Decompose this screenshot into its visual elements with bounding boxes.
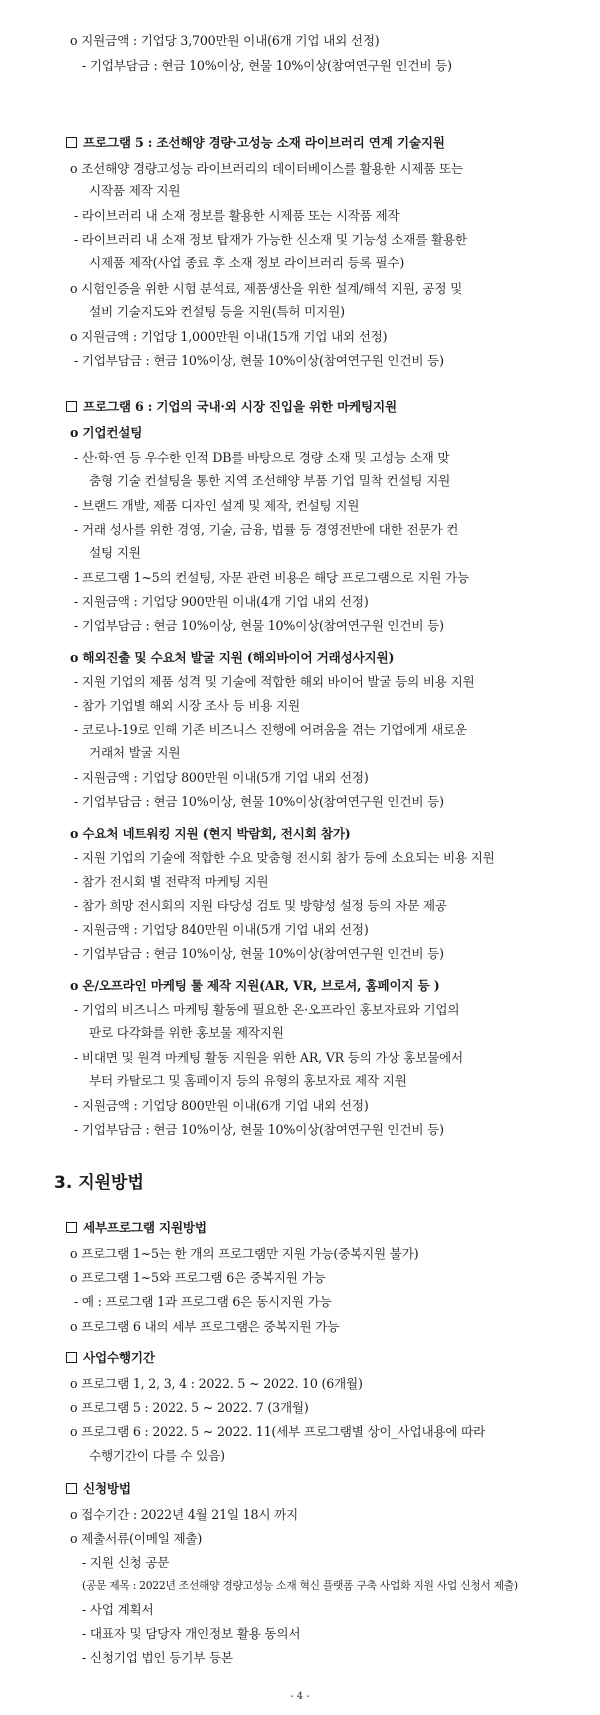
consulting-heading: o 기업컨설팅 xyxy=(70,425,143,440)
overseas-line: - 지원금액 : 기업당 800만원 이내(5개 기업 내외 선정) xyxy=(74,770,369,785)
overseas-line: - 기업부담금 : 현금 10%이상, 현물 10%이상(참여연구원 인건비 등) xyxy=(74,794,444,809)
program5-line: o 조선해양 경량고성능 라이브러리의 데이터베이스를 활용한 시제품 또는 xyxy=(70,161,463,176)
apply-line: o 접수기간 : 2022년 4월 21일 18시 까지 xyxy=(70,1507,299,1522)
program5-title xyxy=(66,133,445,152)
period-title-text: 사업수행기간 xyxy=(83,1350,155,1365)
online-line: - 기업부담금 : 현금 10%이상, 현물 10%이상(참여연구원 인건비 등) xyxy=(74,1122,444,1137)
checkbox-square-icon xyxy=(66,1222,77,1233)
networking-line: - 기업부담금 : 현금 10%이상, 현물 10%이상(참여연구원 인건비 등) xyxy=(74,946,444,961)
apply-line: - 사업 계획서 xyxy=(82,1602,154,1617)
online-line: - 지원금액 : 기업당 800만원 이내(6개 기업 내외 선정) xyxy=(74,1098,369,1113)
checkbox-square-icon xyxy=(66,401,77,412)
sub-program-line: o 프로그램 6 내의 세부 프로그램은 중복지원 가능 xyxy=(70,1319,340,1334)
apply-line: - 신청기업 법인 등기부 등본 xyxy=(82,1650,233,1665)
apply-line: o 제출서류(이메일 제출) xyxy=(70,1531,203,1546)
apply-line: - 지원 신청 공문 xyxy=(82,1555,170,1570)
overseas-heading: o 해외진출 및 수요처 발굴 지원 (해외바이어 거래성사지원) xyxy=(70,650,395,665)
overseas-line: - 참가 기업별 해외 시장 조사 등 비용 지원 xyxy=(74,698,300,713)
sub-program-title xyxy=(66,1218,207,1237)
program5-title-text: 프로그램 5 : 조선해양 경량·고성능 소재 라이브러리 연계 기술지원 xyxy=(83,135,445,150)
period-line: o 프로그램 6 : 2022. 5 ~ 2022. 11(세부 프로그램별 상이_사업내용에 따라 xyxy=(70,1424,486,1439)
support-amount-line: o 지원금액 : 기업당 3,700만원 이내(6개 기업 내외 선정) xyxy=(70,33,380,48)
online-line: - 기업의 비즈니스 마케팅 활동에 필요한 온·오프라인 홍보자료와 기업의 xyxy=(74,1002,460,1017)
sub-program-line: o 프로그램 1~5와 프로그램 6은 중복지원 가능 xyxy=(70,1270,326,1285)
program5-line: - 기업부담금 : 현금 10%이상, 현물 10%이상(참여연구원 인건비 등) xyxy=(74,353,444,368)
page-number: - 4 - xyxy=(290,1691,310,1702)
checkbox-square-icon xyxy=(66,137,77,148)
company-burden-line: - 기업부담금 : 현금 10%이상, 현물 10%이상(참여연구원 인건비 등) xyxy=(82,58,452,73)
consulting-line: 춤형 기술 컨설팅을 통한 지역 조선해양 부품 기업 밀착 컨설팅 지원 xyxy=(89,473,451,488)
program5-line: 설비 기술지도와 컨설팅 등을 지원(특허 미지원) xyxy=(89,304,345,319)
online-line: - 비대면 및 원격 마케팅 활동 지원을 위한 AR, VR 등의 가상 홍보물에서 xyxy=(74,1050,463,1065)
online-line: 부터 카탈로그 및 홈페이지 등의 유형의 홍보자료 제작 지원 xyxy=(89,1073,407,1088)
program5-line: o 시험인증을 위한 시험 분석료, 제품생산을 위한 설계/해석 지원, 공정 및 xyxy=(70,281,463,296)
apply-title xyxy=(66,1479,131,1498)
sub-program-line: - 예 : 프로그램 1과 프로그램 6은 동시지원 가능 xyxy=(74,1294,332,1309)
period-title xyxy=(66,1348,155,1367)
consulting-line: - 브랜드 개발, 제품 디자인 설계 및 제작, 컨설팅 지원 xyxy=(74,498,360,513)
apply-note: (공문 제목 : 2022년 조선해양 경량고성능 소재 혁신 플랫폼 구축 사업화 지원 사업 신청서 제출) xyxy=(82,1579,518,1592)
period-line: o 프로그램 1, 2, 3, 4 : 2022. 5 ~ 2022. 10 (6개월) xyxy=(70,1376,363,1391)
program5-line: 시작품 제작 지원 xyxy=(89,183,181,198)
consulting-line: - 프로그램 1~5의 컨설팅, 자문 관련 비용은 해당 프로그램으로 지원 가능 xyxy=(74,570,469,585)
consulting-line: - 거래 성사를 위한 경영, 기술, 금융, 법률 등 경영전반에 대한 전문가 컨 xyxy=(74,522,459,537)
sub-program-title-text: 세부프로그램 지원방법 xyxy=(83,1220,207,1235)
online-line: 판로 다각화를 위한 홍보물 제작지원 xyxy=(89,1025,284,1040)
consulting-line: - 지원금액 : 기업당 900만원 이내(4개 기업 내외 선정) xyxy=(74,594,369,609)
networking-line: - 참가 희망 전시회의 지원 타당성 검토 및 방향성 설정 등의 자문 제공 xyxy=(74,898,447,913)
section3-heading: 3. 지원방법 xyxy=(54,1173,144,1193)
networking-line: - 지원금액 : 기업당 840만원 이내(5개 기업 내외 선정) xyxy=(74,922,369,937)
consulting-line: - 기업부담금 : 현금 10%이상, 현물 10%이상(참여연구원 인건비 등) xyxy=(74,618,444,633)
checkbox-square-icon xyxy=(66,1483,77,1494)
overseas-line: - 지원 기업의 제품 성격 및 기술에 적합한 해외 바이어 발굴 등의 비용 지원 xyxy=(74,674,475,689)
program5-line: - 라이브러리 내 소재 정보 탑재가 가능한 신소재 및 기능성 소재를 활용한 xyxy=(74,232,467,247)
networking-line: - 참가 전시회 별 전략적 마케팅 지원 xyxy=(74,874,269,889)
period-line: o 프로그램 5 : 2022. 5 ~ 2022. 7 (3개월) xyxy=(70,1400,309,1415)
program6-title-text: 프로그램 6 : 기업의 국내·외 시장 진입을 위한 마케팅지원 xyxy=(83,399,397,414)
networking-line: - 지원 기업의 기술에 적합한 수요 맞춤형 전시회 참가 등에 소요되는 비용 지원 xyxy=(74,850,495,865)
program5-line: o 지원금액 : 기업당 1,000만원 이내(15개 기업 내외 선정) xyxy=(70,329,388,344)
program5-line: 시제품 제작(사업 종료 후 소재 정보 라이브러리 등록 필수) xyxy=(89,255,405,270)
program6-title xyxy=(66,397,397,416)
consulting-line: 설팅 지원 xyxy=(89,545,141,560)
overseas-line: - 코로나-19로 인해 기존 비즈니스 진행에 어려움을 겪는 기업에게 새로운 xyxy=(74,722,468,737)
networking-heading: o 수요처 네트워킹 지원 (현지 박람회, 전시회 참가) xyxy=(70,826,351,841)
apply-title-text: 신청방법 xyxy=(83,1481,131,1496)
period-line: 수행기간이 다를 수 있음) xyxy=(89,1448,225,1463)
apply-line: - 대표자 및 담당자 개인정보 활용 동의서 xyxy=(82,1626,301,1641)
online-heading: o 온/오프라인 마케팅 툴 제작 지원(AR, VR, 브로셔, 홈페이지 등 ) xyxy=(70,978,440,993)
sub-program-line: o 프로그램 1~5는 한 개의 프로그램만 지원 가능(중복지원 불가) xyxy=(70,1246,419,1261)
consulting-line: - 산·학·연 등 우수한 인적 DB를 바탕으로 경량 소재 및 고성능 소재 맞 xyxy=(74,450,450,465)
checkbox-square-icon xyxy=(66,1352,77,1363)
program5-line: - 라이브러리 내 소재 정보를 활용한 시제품 또는 시작품 제작 xyxy=(74,208,400,223)
overseas-line: 거래처 발굴 지원 xyxy=(89,745,181,760)
